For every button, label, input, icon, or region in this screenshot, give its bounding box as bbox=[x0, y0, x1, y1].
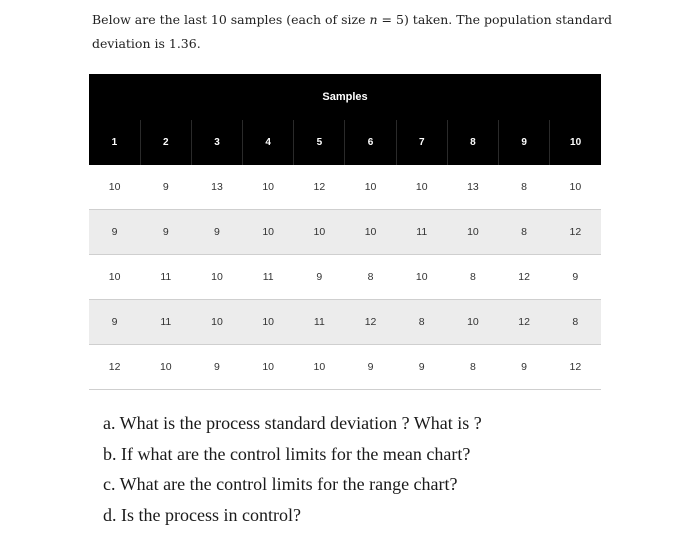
table-cell: 9 bbox=[396, 345, 447, 390]
table-cell: 12 bbox=[345, 300, 396, 345]
table-cell: 10 bbox=[243, 345, 294, 390]
column-header-sample-8: 8 bbox=[447, 120, 498, 165]
table-cell: 13 bbox=[191, 165, 242, 210]
table-cell: 10 bbox=[345, 165, 396, 210]
table-cell: 8 bbox=[396, 300, 447, 345]
table-cell: 12 bbox=[89, 345, 140, 390]
column-header-sample-9: 9 bbox=[499, 120, 550, 165]
table-cell: 10 bbox=[396, 165, 447, 210]
table-cell: 10 bbox=[294, 345, 345, 390]
table-cell: 10 bbox=[89, 165, 140, 210]
table-cell: 8 bbox=[447, 255, 498, 300]
table-cell: 10 bbox=[447, 210, 498, 255]
table-cell: 11 bbox=[140, 300, 191, 345]
table-cell: 9 bbox=[89, 300, 140, 345]
table-cell: 10 bbox=[243, 300, 294, 345]
table-cell: 9 bbox=[191, 345, 242, 390]
table-cell: 11 bbox=[243, 255, 294, 300]
table-cell: 12 bbox=[499, 300, 550, 345]
table-cell: 9 bbox=[345, 345, 396, 390]
table-cell: 9 bbox=[550, 255, 601, 300]
table-cell: 10 bbox=[294, 210, 345, 255]
table-cell: 11 bbox=[294, 300, 345, 345]
table-cell: 12 bbox=[294, 165, 345, 210]
column-header-sample-1: 1 bbox=[89, 120, 140, 165]
table-cell: 12 bbox=[499, 255, 550, 300]
sample-size-variable: n bbox=[369, 12, 378, 27]
table-cell: 13 bbox=[447, 165, 498, 210]
table-cell: 12 bbox=[550, 345, 601, 390]
column-header-sample-10: 10 bbox=[550, 120, 601, 165]
table-row bbox=[89, 345, 601, 390]
question-list bbox=[103, 408, 643, 530]
table-cell: 9 bbox=[191, 210, 242, 255]
question-item-c: c. What are the control limits for the range chart? bbox=[103, 474, 458, 494]
table-cell: 10 bbox=[550, 165, 601, 210]
table-row bbox=[89, 210, 601, 255]
table-cell: 9 bbox=[499, 345, 550, 390]
question-item-b: b. If what are the control limits for the mean chart? bbox=[103, 443, 471, 464]
table-cell: 10 bbox=[89, 255, 140, 300]
table-cell: 11 bbox=[140, 255, 191, 300]
table-cell: 10 bbox=[447, 300, 498, 345]
table-cell: 10 bbox=[396, 255, 447, 300]
table-cell: 9 bbox=[140, 210, 191, 255]
table-cell: 8 bbox=[345, 255, 396, 300]
table-cell: 8 bbox=[447, 345, 498, 390]
intro-line-1: Below are the last 10 samples (each of size n = 5) taken. The population standard bbox=[92, 12, 612, 27]
table-cell: 10 bbox=[140, 345, 191, 390]
table-cell: 8 bbox=[550, 300, 601, 345]
column-header-sample-3: 3 bbox=[191, 120, 242, 165]
table-cell: 10 bbox=[243, 165, 294, 210]
table-body bbox=[89, 165, 601, 390]
intro-line-2: deviation is 1.36. bbox=[92, 36, 201, 51]
table-row bbox=[89, 255, 601, 300]
table-cell: 10 bbox=[345, 210, 396, 255]
table-cell: 10 bbox=[191, 255, 242, 300]
table-cell: 9 bbox=[140, 165, 191, 210]
samples-group-header: Samples bbox=[89, 74, 601, 120]
column-header-sample-4: 4 bbox=[243, 120, 294, 165]
table-cell: 9 bbox=[89, 210, 140, 255]
column-header-sample-6: 6 bbox=[345, 120, 396, 165]
table-cell: 9 bbox=[294, 255, 345, 300]
samples-table bbox=[89, 74, 601, 390]
table-cell: 12 bbox=[550, 210, 601, 255]
table-column-header-row bbox=[89, 120, 601, 165]
column-header-sample-5: 5 bbox=[294, 120, 345, 165]
table-row bbox=[89, 300, 601, 345]
column-header-sample-7: 7 bbox=[396, 120, 447, 165]
question-item-d: d. Is the process in control? bbox=[103, 504, 301, 525]
table-row bbox=[89, 165, 601, 210]
table-cell: 11 bbox=[396, 210, 447, 255]
table-cell: 8 bbox=[499, 210, 550, 255]
column-header-sample-2: 2 bbox=[140, 120, 191, 165]
intro-text bbox=[92, 8, 612, 56]
table-cell: 10 bbox=[191, 300, 242, 345]
table-group-header-row bbox=[89, 74, 601, 120]
table-cell: 8 bbox=[499, 165, 550, 210]
table-cell: 10 bbox=[243, 210, 294, 255]
question-item-a: a. What is the process standard deviation ? What is ? bbox=[103, 413, 482, 433]
